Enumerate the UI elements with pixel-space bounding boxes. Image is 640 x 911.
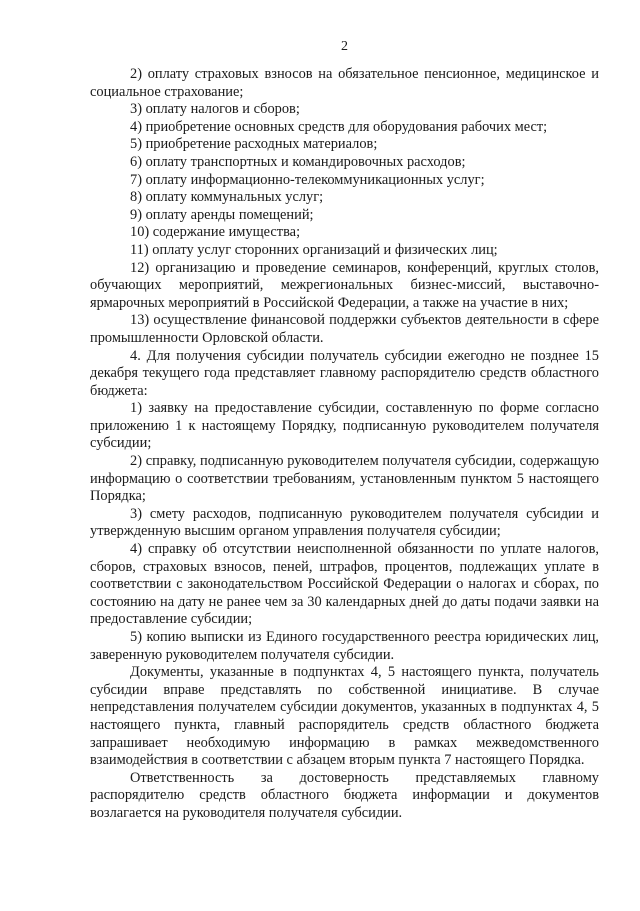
paragraph-subitem-3: 3) смету расходов, подписанную руководителем получателя субсидии и утвержденную высшим органом управления получателя субсидии; bbox=[90, 505, 599, 540]
paragraph-item-12: 12) организацию и проведение семинаров, конференций, круглых столов, обучающих мероприятий, межрегиональных бизнес-миссий, выставочно-ярмарочных мероприятий в Российской Федерации, а также на участие в них; bbox=[90, 259, 599, 311]
paragraph-subitem-5: 5) копию выписки из Единого государственного реестра юридических лиц, заверенную руководителем получателя субсидии. bbox=[90, 629, 599, 663]
page-number: 2 bbox=[341, 39, 348, 54]
paragraph-subitem-2: 2) справку, подписанную руководителем получателя субсидии, содержащую информацию о соответствии требованиям, установленным пунктом 5 настоящего Порядка; bbox=[90, 453, 599, 505]
paragraph-item-7: 7) оплату информационно-телекоммуникационных услуг; bbox=[130, 171, 485, 188]
paragraph-item-3: 3) оплату налогов и сборов; bbox=[130, 101, 300, 118]
paragraph-item-9: 9) оплату аренды помещений; bbox=[130, 206, 314, 223]
paragraph-responsibility: Ответственность за достоверность представляемых главному распорядителю средств областного бюджета информации и документов возлагается на руководителя получателя субсидии. bbox=[90, 769, 599, 821]
paragraph-item-5: 5) приобретение расходных материалов; bbox=[130, 136, 378, 153]
paragraph-item-4: 4) приобретение основных средств для оборудования рабочих мест; bbox=[130, 118, 548, 135]
paragraph-item-8: 8) оплату коммунальных услуг; bbox=[130, 189, 324, 206]
paragraph-item-13: 13) осуществление финансовой поддержки субъектов деятельности в сфере промышленности Орловской области. bbox=[90, 312, 599, 346]
paragraph-item-10: 10) содержание имущества; bbox=[130, 224, 301, 241]
paragraph-item-2: 2) оплату страховых взносов на обязательное пенсионное, медицинское и социальное страхование; bbox=[90, 66, 599, 100]
paragraph-item-11: 11) оплату услуг сторонних организаций и физических лиц; bbox=[130, 241, 498, 258]
paragraph-section-4: 4. Для получения субсидии получатель субсидии ежегодно не позднее 15 декабря текущего года представляет главному распорядителю средств областного бюджета: bbox=[90, 347, 599, 399]
paragraph-subitem-1: 1) заявку на предоставление субсидии, составленную по форме согласно приложению 1 к настоящему Порядку, подписанную руководителем получателя субсидии; bbox=[90, 400, 599, 452]
paragraph-item-6: 6) оплату транспортных и командировочных расходов; bbox=[130, 153, 466, 170]
paragraph-documents: Документы, указанные в подпунктах 4, 5 настоящего пункта, получатель субсидии вправе представлять по собственной инициативе. В случае непредставления получателем субсидии документов, указанных в подпунктах 4, 5 настоящего пункта, главный распорядитель средств областного бюджета запрашивает необходимую информацию в рамках межведомственного взаимодействия в соответствии с абзацем вторым пункта 7 настоящего Порядка. bbox=[90, 664, 599, 769]
paragraph-subitem-4: 4) справку об отсутствии неисполненной обязанности по уплате налогов, сборов, страховых взносов, пеней, штрафов, процентов, подлежащих уплате в соответствии с законодательством Российской Федерации о налогах и сборах, по состоянию на дату не ранее чем за 30 календарных дней до даты подачи заявки на предоставление субсидии; bbox=[90, 541, 599, 628]
